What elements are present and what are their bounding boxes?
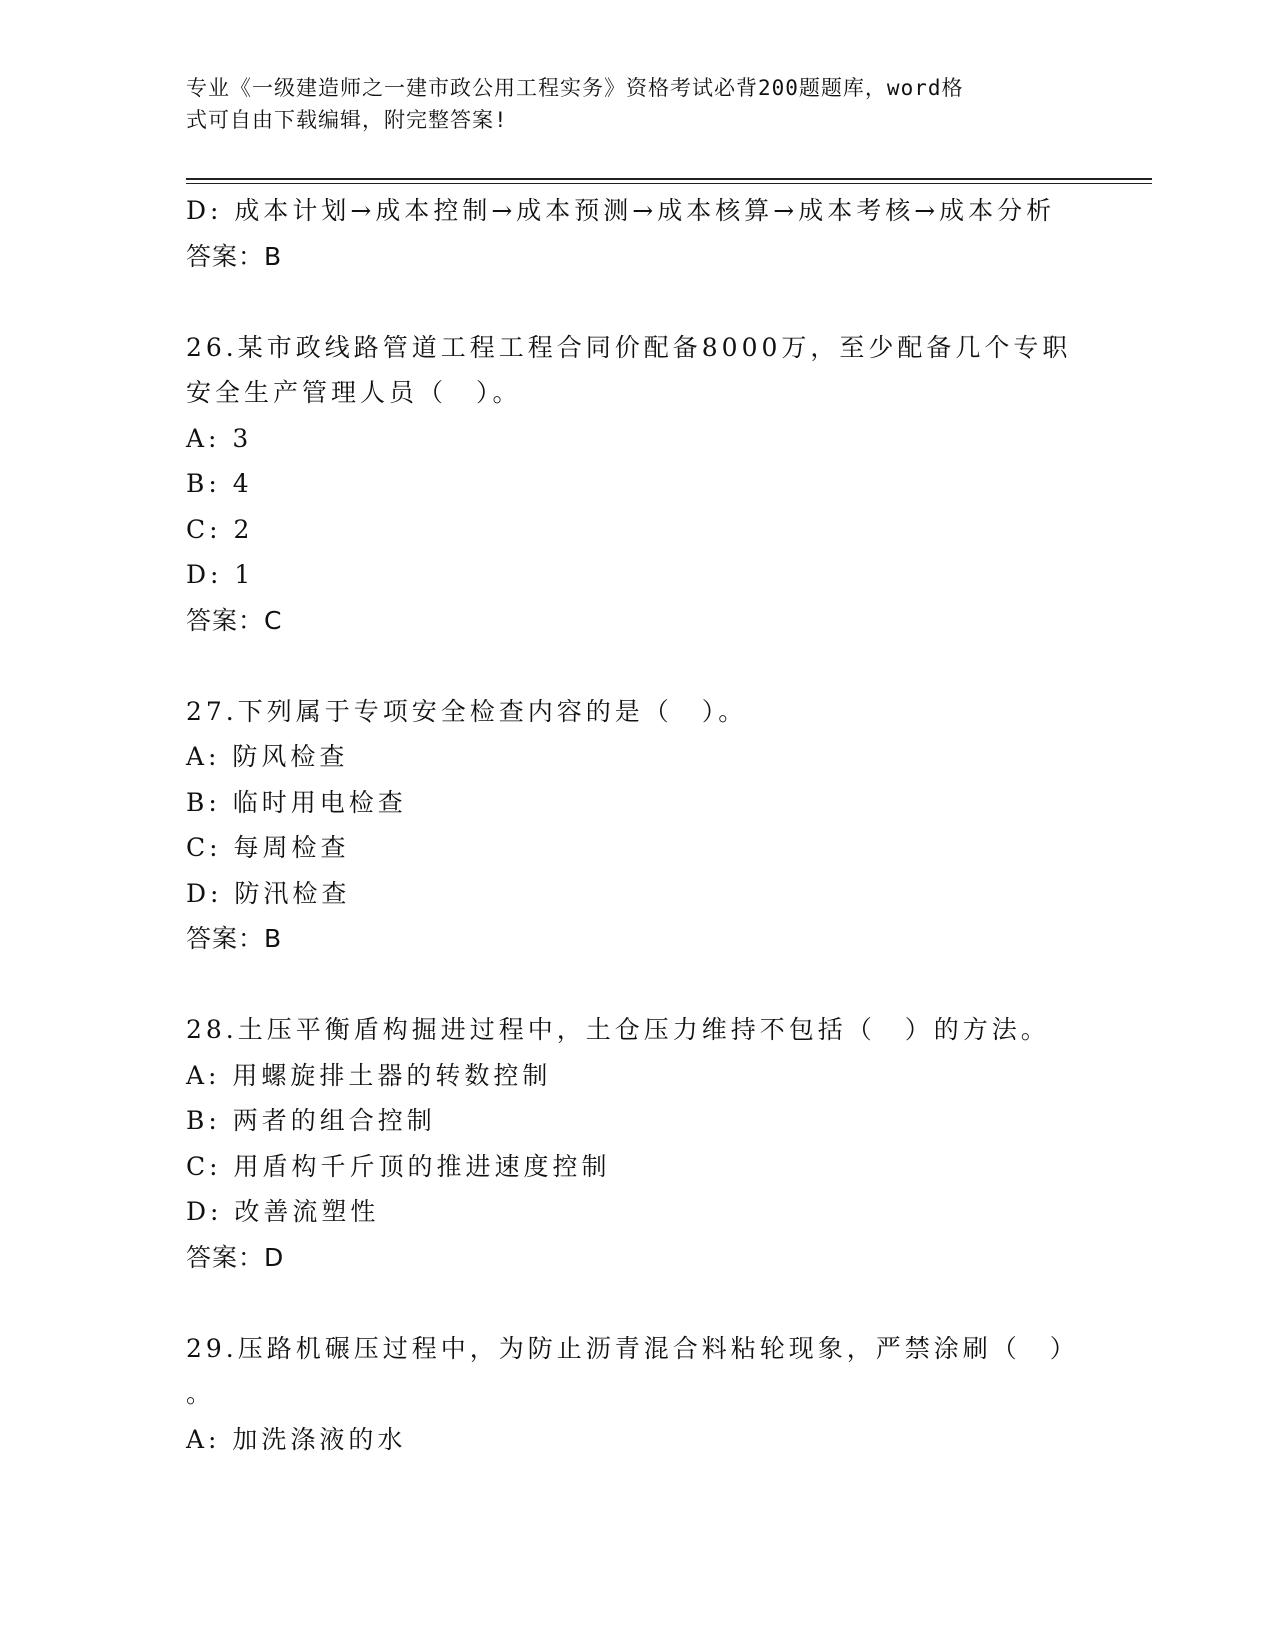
option-d: D: 改善流塑性 bbox=[186, 1197, 380, 1226]
option-a: A: 用螺旋排土器的转数控制 bbox=[186, 1060, 552, 1090]
header-line-2: 式可自由下载编辑，附完整答案! bbox=[186, 108, 508, 132]
spacer bbox=[186, 1280, 1086, 1326]
question-stem-line1: 28.土压平衡盾构掘进过程中，土仓压力维持不包括（ ）的方法。 bbox=[186, 1015, 1050, 1044]
spacer bbox=[186, 962, 1086, 1008]
header-divider-thick bbox=[186, 178, 1152, 180]
header-divider-thin bbox=[186, 183, 1152, 184]
option-d: D: 1 bbox=[186, 560, 255, 589]
prev-question-option-d: D: 成本计划→成本控制→成本预测→成本核算→成本考核→成本分析 bbox=[186, 196, 1056, 225]
document-header bbox=[186, 72, 1066, 136]
option-d: D: 防汛检查 bbox=[186, 878, 351, 908]
question-list bbox=[186, 188, 1086, 1462]
question-29 bbox=[186, 1326, 1086, 1463]
question-stem-line2: 。 bbox=[186, 1379, 216, 1408]
option-a: A: 防风检查 bbox=[186, 742, 349, 771]
answer: 答案：B bbox=[186, 924, 283, 953]
option-b: B: 4 bbox=[186, 469, 253, 498]
question-stem-line1: 29.压路机碾压过程中，为防止沥青混合料粘轮现象，严禁涂刷（ ） bbox=[186, 1333, 1079, 1363]
option-c: C: 2 bbox=[186, 514, 254, 544]
option-c: C: 每周检查 bbox=[186, 833, 350, 862]
question-27 bbox=[186, 689, 1086, 962]
question-26 bbox=[186, 325, 1086, 644]
question-stem-line1: 26.某市政线路管道工程工程合同价配备8000万，至少配备几个专职 bbox=[186, 332, 1072, 362]
answer: 答案：D bbox=[186, 1242, 285, 1272]
option-b: B: 两者的组合控制 bbox=[186, 1106, 436, 1135]
question-stem-line1: 27.下列属于专项安全检查内容的是（ ）。 bbox=[186, 696, 748, 726]
question-28 bbox=[186, 1007, 1086, 1280]
option-a: A: 3 bbox=[186, 423, 253, 453]
spacer bbox=[186, 279, 1086, 325]
question-stem-line2: 安全生产管理人员（ ）。 bbox=[186, 378, 522, 407]
spacer bbox=[186, 643, 1086, 689]
header-line-1: 专业《一级建造师之一建市政公用工程实务》资格考试必背200题题库，word格 bbox=[186, 76, 964, 100]
answer: 答案：C bbox=[186, 605, 283, 635]
option-a: A: 加洗涤液的水 bbox=[186, 1424, 407, 1454]
prev-question-answer: 答案：B bbox=[186, 241, 283, 271]
option-b: B: 临时用电检查 bbox=[186, 787, 407, 817]
option-c: C: 用盾构千斤顶的推进速度控制 bbox=[186, 1151, 611, 1181]
